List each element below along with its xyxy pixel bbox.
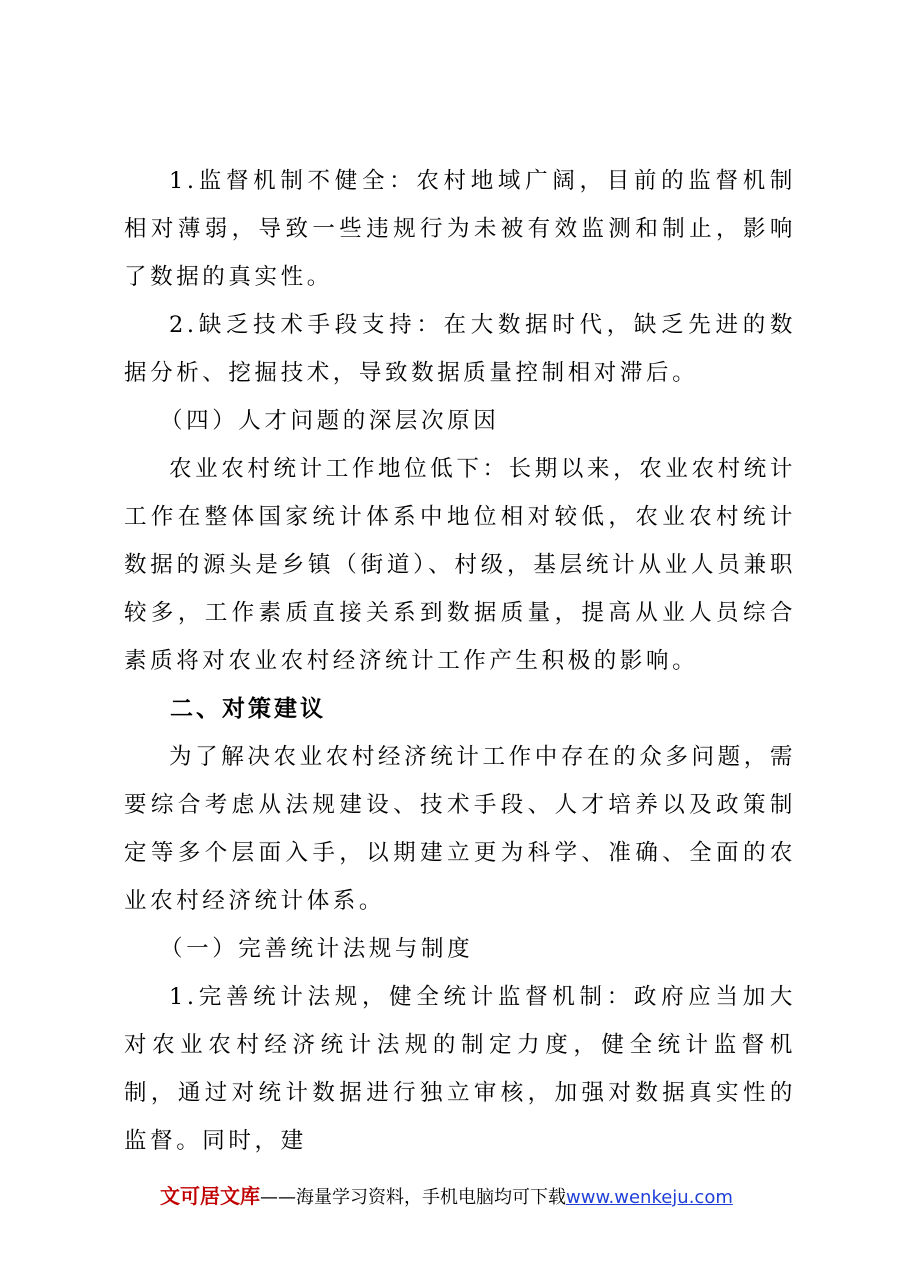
section-heading-regulations: （一）完善统计法规与制度 — [160, 936, 474, 962]
chapter-heading-recommendations: 二、对策建议 — [170, 696, 326, 722]
section-heading-talent: （四）人才问题的深层次原因 — [160, 408, 500, 434]
footer-link[interactable]: www.wenkeju.com — [566, 1187, 733, 1208]
footer-brand: 文可居文库 — [160, 1184, 260, 1208]
footer-dash: —— — [260, 1187, 296, 1208]
footer-description: 海量学习资料，手机电脑均可下载 — [296, 1187, 566, 1208]
paragraph-supervision: 1.监督机制不健全：农村地域广阔，目前的监督机制相对薄弱，导致一些违规行为未被有效监测和制止，影响了数据的真实性。 — [124, 168, 796, 290]
paragraph-technology: 2.缺乏技术手段支持：在大数据时代，缺乏先进的数据分析、挖掘技术，导致数据质量控制相对滞后。 — [124, 312, 796, 386]
paragraph-talent: 农业农村统计工作地位低下：长期以来，农业农村统计工作在整体国家统计体系中地位相对较低，农业农村统计数据的源头是乡镇（街道）、村级，基层统计从业人员兼职较多，工作素质直接关系到数据质量，提高从业人员综合素质将对农业农村经济统计工作产生积极的影响。 — [124, 456, 796, 674]
paragraph-recommendations: 为了解决农业农村经济统计工作中存在的众多问题，需要综合考虑从法规建设、技术手段、人才培养以及政策制定等多个层面入手，以期建立更为科学、准确、全面的农业农村经济统计体系。 — [124, 744, 796, 914]
paragraph-regulations: 1.完善统计法规，健全统计监督机制：政府应当加大对农业农村经济统计法规的制定力度，健全统计监督机制，通过对统计数据进行独立审核，加强对数据真实性的监督。同时，建 — [124, 984, 796, 1154]
footer-banner — [160, 1181, 733, 1213]
